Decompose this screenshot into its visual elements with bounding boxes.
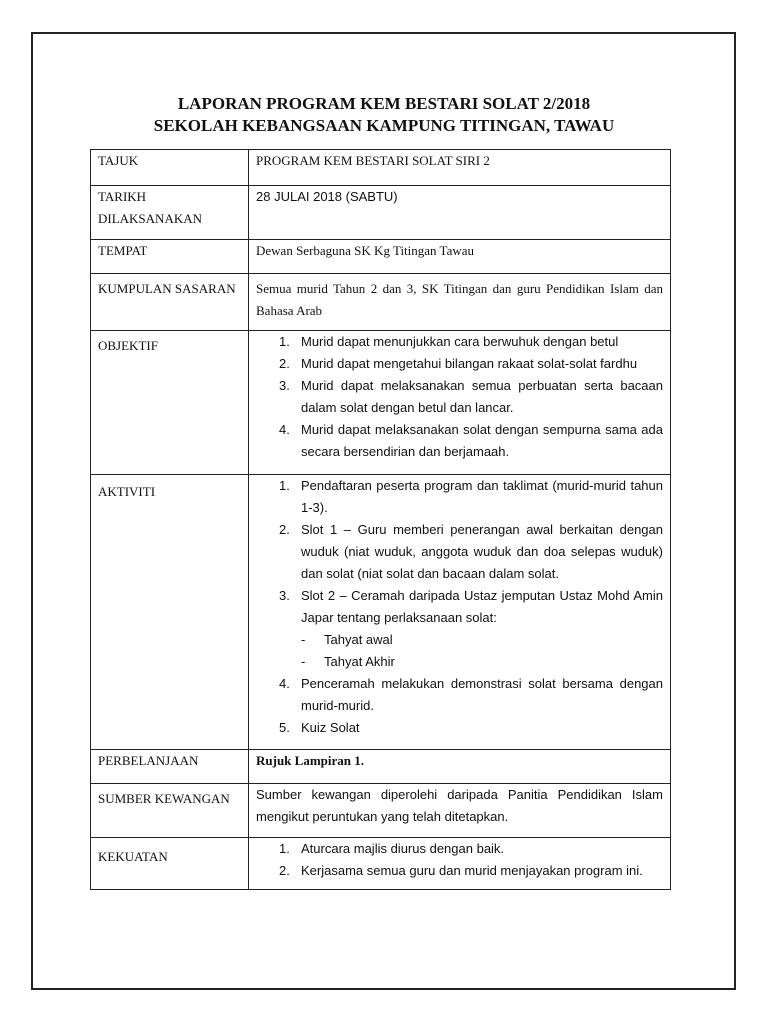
list-item bbox=[279, 331, 663, 353]
item-text: Murid dapat mengetahui bilangan rakaat solat-solat fardhu bbox=[301, 356, 638, 371]
label-objektif: OBJEKTIF bbox=[91, 331, 249, 475]
row-aktiviti bbox=[91, 475, 671, 750]
label-tarikh bbox=[91, 186, 249, 240]
row-perbelanjaan bbox=[91, 750, 671, 784]
item-number: 3. bbox=[279, 588, 290, 603]
row-tajuk bbox=[91, 150, 671, 186]
value-perbelanjaan: Rujuk Lampiran 1. bbox=[249, 750, 671, 784]
list-item bbox=[279, 717, 663, 739]
row-sumber-kewangan bbox=[91, 784, 671, 838]
sub-item-text: Tahyat awal bbox=[324, 632, 393, 647]
item-number: 1. bbox=[279, 478, 290, 493]
sub-list-item: - Tahyat Akhir bbox=[301, 654, 395, 669]
label-tempat: TEMPAT bbox=[91, 240, 249, 274]
row-kumpulan-sasaran bbox=[91, 274, 671, 331]
sub-list bbox=[301, 629, 663, 673]
item-number: 2. bbox=[279, 863, 290, 878]
value-sumber-kewangan: Sumber kewangan diperolehi daripada Panitia Pendidikan Islam mengikut peruntukan yang telah ditetapkan. bbox=[249, 784, 671, 838]
label-tajuk: TAJUK bbox=[91, 150, 249, 186]
item-number: 5. bbox=[279, 720, 290, 735]
value-tempat: Dewan Serbaguna SK Kg Titingan Tawau bbox=[249, 240, 671, 274]
value-kekuatan bbox=[249, 838, 671, 890]
item-text: Kuiz Solat bbox=[301, 720, 360, 735]
label-kumpulan-sasaran: KUMPULAN SASARAN bbox=[91, 274, 249, 331]
report-title: LAPORAN PROGRAM KEM BESTARI SOLAT 2/2018 bbox=[177, 94, 591, 113]
item-number: 1. bbox=[279, 334, 290, 349]
aktiviti-list bbox=[256, 475, 663, 739]
list-item bbox=[279, 673, 663, 717]
value-aktiviti bbox=[249, 475, 671, 750]
item-text: Murid dapat melaksanakan semua perbuatan serta bacaan dalam solat dengan betul dan lancar. bbox=[301, 378, 663, 415]
list-item bbox=[279, 519, 663, 585]
item-text: Murid dapat menunjukkan cara berwuhuk dengan betul bbox=[301, 334, 619, 349]
label-perbelanjaan: PERBELANJAAN bbox=[91, 750, 249, 784]
kekuatan-list bbox=[256, 838, 663, 882]
school-name: SEKOLAH KEBANGSAAN KAMPUNG TITINGAN, TAWAU bbox=[153, 116, 615, 135]
list-item bbox=[279, 475, 663, 519]
row-kekuatan bbox=[91, 838, 671, 890]
value-tarikh: 28 JULAI 2018 (SABTU) bbox=[249, 186, 671, 240]
item-number: 4. bbox=[279, 676, 290, 691]
sub-item-text: Tahyat Akhir bbox=[324, 654, 395, 669]
list-item bbox=[279, 585, 663, 673]
row-objektif bbox=[91, 331, 671, 475]
value-kumpulan-sasaran: Semua murid Tahun 2 dan 3, SK Titingan dan guru Pendidikan Islam dan Bahasa Arab bbox=[249, 274, 671, 331]
item-text: Penceramah melakukan demonstrasi solat bersama dengan murid-murid. bbox=[301, 676, 663, 713]
item-number: 3. bbox=[279, 378, 290, 393]
item-number: 4. bbox=[279, 422, 290, 437]
item-text: Slot 2 – Ceramah daripada Ustaz jemputan Ustaz Mohd Amin Japar tentang perlaksanaan solat: bbox=[301, 588, 663, 625]
row-tempat bbox=[91, 240, 671, 274]
list-item bbox=[279, 419, 663, 463]
row-tarikh bbox=[91, 186, 671, 240]
list-item bbox=[279, 353, 663, 375]
item-text: Slot 1 – Guru memberi penerangan awal berkaitan dengan wuduk (niat wuduk, anggota wuduk dan doa selepas wuduk) dan solat (niat solat dan bacaan dalam solat. bbox=[301, 522, 663, 581]
item-number: 1. bbox=[279, 841, 290, 856]
list-item bbox=[279, 375, 663, 419]
item-text: Kerjasama semua guru dan murid menjayakan program ini. bbox=[301, 863, 643, 878]
label-tarikh-line1: TARIKH bbox=[98, 189, 147, 204]
objektif-list bbox=[256, 331, 663, 463]
list-item bbox=[279, 838, 663, 860]
label-sumber-kewangan: SUMBER KEWANGAN bbox=[91, 784, 249, 838]
list-item bbox=[279, 860, 663, 882]
value-objektif bbox=[249, 331, 671, 475]
sub-list-item: - Tahyat awal bbox=[301, 632, 393, 647]
item-text: Aturcara majlis diurus dengan baik. bbox=[301, 841, 505, 856]
label-tarikh-line2: DILAKSANAKAN bbox=[98, 211, 202, 226]
item-number: 2. bbox=[279, 356, 290, 371]
item-text: Murid dapat melaksanakan solat dengan sempurna sama ada secara bersendirian dan berjamaah. bbox=[301, 422, 663, 459]
item-text: Pendaftaran peserta program dan taklimat (murid-murid tahun 1-3). bbox=[301, 478, 663, 515]
label-kekuatan: KEKUATAN bbox=[91, 838, 249, 890]
report-table bbox=[90, 149, 671, 890]
value-tajuk: PROGRAM KEM BESTARI SOLAT SIRI 2 bbox=[249, 150, 671, 186]
item-number: 2. bbox=[279, 522, 290, 537]
label-aktiviti: AKTIVITI bbox=[91, 475, 249, 750]
